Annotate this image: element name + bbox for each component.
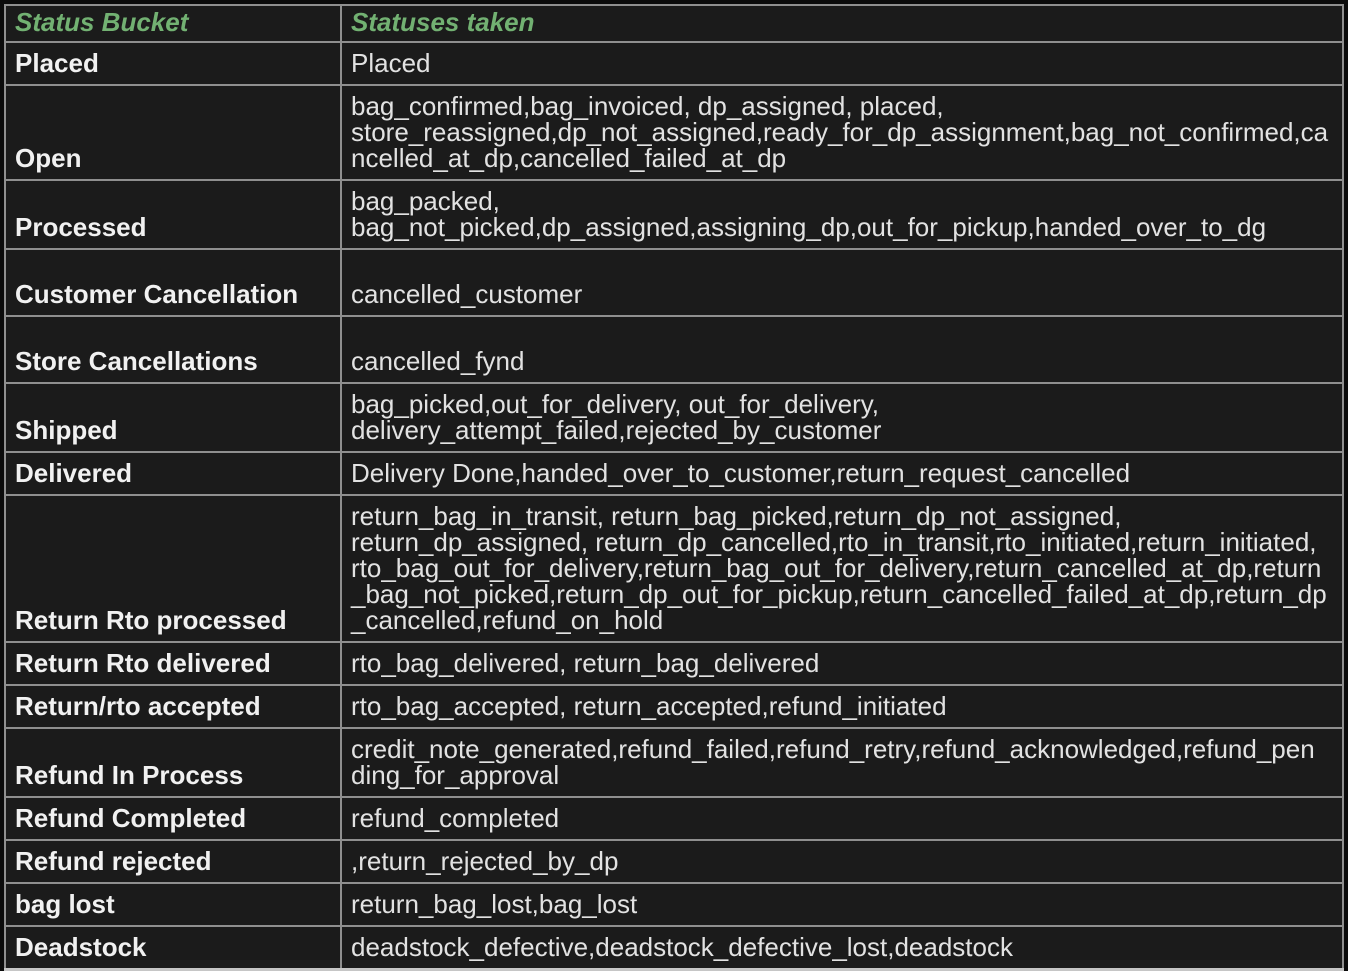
- statuses-taken-cell: bag_picked,out_for_delivery, out_for_delivery, delivery_attempt_failed,rejected_by_customer: [341, 383, 1343, 452]
- statuses-taken-cell: Placed: [341, 42, 1343, 85]
- statuses-taken-cell: ,return_rejected_by_dp: [341, 840, 1343, 883]
- header-row: [5, 5, 1343, 42]
- statuses-taken-cell: Delivery Done,handed_over_to_customer,return_request_cancelled: [341, 452, 1343, 495]
- statuses-taken-cell: deadstock_defective,deadstock_defective_lost,deadstock: [341, 926, 1343, 970]
- status-bucket-cell: Deadstock: [5, 926, 341, 970]
- statuses-taken-cell: bag_packed, bag_not_picked,dp_assigned,assigning_dp,out_for_pickup,handed_over_to_dg: [341, 180, 1343, 249]
- statuses-taken-cell: return_bag_in_transit, return_bag_picked,return_dp_not_assigned, return_dp_assigned, return_dp_cancelled,rto_in_transit,rto_initiated,return_initiated, rto_bag_out_for_delivery,return_bag_out_for_delivery,return_cancelled_at_dp,return_bag_not_picked,return_dp_out_for_pickup,return_cancelled_failed_at_dp,return_dp_cancelled,refund_on_hold: [341, 495, 1343, 642]
- statuses-taken-cell: cancelled_fynd: [341, 316, 1343, 383]
- statuses-taken-cell: bag_confirmed,bag_invoiced, dp_assigned, placed, store_reassigned,dp_not_assigned,ready_for_dp_assignment,bag_not_confirmed,cancelled_at_dp,cancelled_failed_at_dp: [341, 85, 1343, 180]
- status-bucket-cell: Customer Cancellation: [5, 249, 341, 316]
- statuses-taken-cell: refund_completed: [341, 797, 1343, 840]
- statuses-taken-cell: return_bag_lost,bag_lost: [341, 883, 1343, 926]
- table-row: [5, 728, 1343, 797]
- table-row: [5, 249, 1343, 316]
- table-row: [5, 642, 1343, 685]
- statuses-taken-cell: rto_bag_accepted, return_accepted,refund_initiated: [341, 685, 1343, 728]
- statuses-taken-cell: cancelled_customer: [341, 249, 1343, 316]
- status-bucket-cell: Return Rto delivered: [5, 642, 341, 685]
- table-row: [5, 883, 1343, 926]
- table-row: [5, 42, 1343, 85]
- status-bucket-cell: Shipped: [5, 383, 341, 452]
- table-row: [5, 316, 1343, 383]
- column-header-status-bucket: Status Bucket: [5, 5, 341, 42]
- status-bucket-cell: Refund In Process: [5, 728, 341, 797]
- table-row: [5, 452, 1343, 495]
- table-row: [5, 383, 1343, 452]
- statuses-taken-cell: credit_note_generated,refund_failed,refund_retry,refund_acknowledged,refund_pending_for_approval: [341, 728, 1343, 797]
- column-header-statuses-taken: Statuses taken: [341, 5, 1343, 42]
- status-bucket-cell: Store Cancellations: [5, 316, 341, 383]
- status-bucket-cell: Refund Completed: [5, 797, 341, 840]
- table-row: [5, 495, 1343, 642]
- status-bucket-cell: bag lost: [5, 883, 341, 926]
- table-row: [5, 840, 1343, 883]
- status-bucket-table: [4, 4, 1344, 971]
- table-row: [5, 797, 1343, 840]
- table-row: [5, 685, 1343, 728]
- table-row: [5, 926, 1343, 970]
- table-row: [5, 85, 1343, 180]
- status-bucket-cell: Placed: [5, 42, 341, 85]
- status-bucket-cell: Delivered: [5, 452, 341, 495]
- status-bucket-cell: Refund rejected: [5, 840, 341, 883]
- status-bucket-cell: Return/rto accepted: [5, 685, 341, 728]
- table-row: [5, 180, 1343, 249]
- status-bucket-cell: Processed: [5, 180, 341, 249]
- status-bucket-cell: Open: [5, 85, 341, 180]
- status-bucket-cell: Return Rto processed: [5, 495, 341, 642]
- statuses-taken-cell: rto_bag_delivered, return_bag_delivered: [341, 642, 1343, 685]
